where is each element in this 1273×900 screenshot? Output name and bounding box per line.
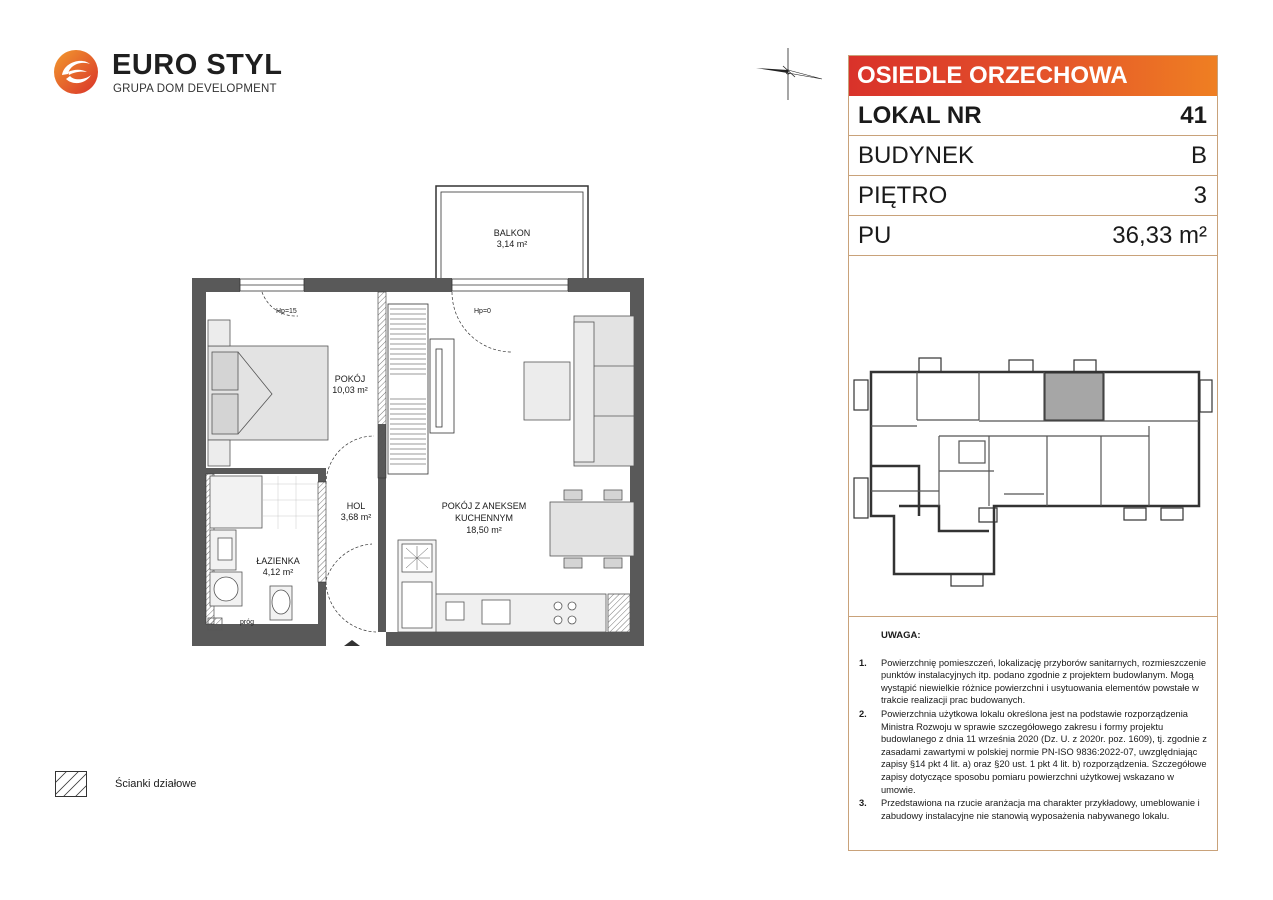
note-item bbox=[859, 657, 1209, 707]
north-compass-icon bbox=[752, 46, 824, 102]
row-value: 41 bbox=[1180, 101, 1207, 129]
row-budynek bbox=[849, 136, 1217, 176]
room-area: 10,03 m² bbox=[332, 385, 368, 395]
room-label: POKÓJ Z ANEKSEM bbox=[441, 501, 527, 511]
note-number: 1. bbox=[859, 657, 867, 668]
row-pietro bbox=[849, 176, 1217, 216]
notes-title: UWAGA: bbox=[881, 630, 921, 641]
note-item bbox=[859, 797, 1209, 822]
sofa bbox=[524, 316, 634, 466]
room-area: 4,12 m² bbox=[262, 567, 294, 577]
room-label: HOL bbox=[346, 501, 366, 511]
hp-mark: Hp=0 bbox=[474, 308, 491, 315]
note-text: Powierzchnia użytkowa lokalu określona jest na podstawie rozporządzenia Ministra Rozwoju w sprawie szczegółowego zakresu i formy projektu budowlanego z dnia 11 września 2020 (Dz. U. z 2020r. poz. 1609), tj. zgodnie z zasadami zawartymi w polskiej normie PN-ISO 9836:2022-07, uwzględniając zapisy §14 pkt 4 lit. a) oraz §20 ust. 1 pkt 4 lit. b) rozporządzenia. Szczegółowe zapisy dotyczące sposobu pomiaru powierzchni użytkowej wskazano w umowie. bbox=[881, 708, 1207, 795]
brand-name: EURO STYL bbox=[112, 49, 283, 81]
apartment-info-panel bbox=[848, 55, 1218, 851]
row-lokal-nr bbox=[849, 96, 1217, 136]
bed bbox=[208, 320, 328, 466]
row-label: PIĘTRO bbox=[858, 181, 948, 209]
note-number: 2. bbox=[859, 708, 867, 719]
hp-mark: Hp=15 bbox=[276, 308, 297, 315]
room-label: BALKON bbox=[493, 228, 531, 238]
notes-section bbox=[859, 630, 1209, 823]
room-label: POKÓJ bbox=[334, 374, 366, 384]
note-text: Przedstawiona na rzucie aranżacja ma charakter przykładowy, umeblowanie i zabudowy instalacyjne nie stanowią wyposażenia nabywanego lokalu. bbox=[881, 798, 1200, 821]
note-text: Powierzchnię pomieszczeń, lokalizację przyborów sanitarnych, rozmieszczenie punktów instalacyjnych itp. podano zgodnie z projektem budowlanym. Mogą wystąpić niewielkie różnice powierzchni i usytuowania elementów powstałe w trakcie realizacji prac budowanych. bbox=[881, 657, 1207, 706]
room-label: ŁAZIENKA bbox=[256, 556, 300, 566]
room-label-2: KUCHENNYM bbox=[454, 513, 514, 523]
dining-table bbox=[550, 490, 634, 568]
key-plan-drawing bbox=[849, 256, 1217, 616]
row-label: PU bbox=[858, 221, 892, 249]
legend-label: Ścianki działowe bbox=[115, 778, 197, 790]
note-number: 3. bbox=[859, 798, 867, 809]
row-value: 3 bbox=[1193, 181, 1207, 209]
building-key-plan bbox=[849, 256, 1217, 617]
apartment-floor-plan bbox=[192, 184, 652, 654]
wardrobe bbox=[388, 304, 454, 474]
partition-wall-legend-icon bbox=[55, 771, 87, 797]
row-label: BUDYNEK bbox=[858, 141, 975, 169]
euro-styl-logo-icon bbox=[52, 48, 100, 96]
bathroom-fixtures bbox=[208, 476, 318, 630]
note-item bbox=[859, 708, 1209, 796]
project-title: OSIEDLE ORZECHOWA bbox=[849, 56, 1217, 96]
row-pu bbox=[849, 216, 1217, 256]
highlighted-apartment bbox=[1045, 373, 1103, 420]
room-area: 3,14 m² bbox=[496, 239, 528, 249]
row-label: LOKAL NR bbox=[858, 101, 982, 129]
row-value: B bbox=[1190, 141, 1207, 169]
room-area: 3,68 m² bbox=[340, 512, 372, 522]
room-area: 18,50 m² bbox=[466, 525, 502, 535]
row-value: 36,33 m² bbox=[1112, 221, 1207, 249]
brand-logo bbox=[52, 48, 292, 102]
threshold-mark: próg bbox=[240, 619, 255, 626]
brand-subtitle: GRUPA DOM DEVELOPMENT bbox=[113, 83, 277, 95]
